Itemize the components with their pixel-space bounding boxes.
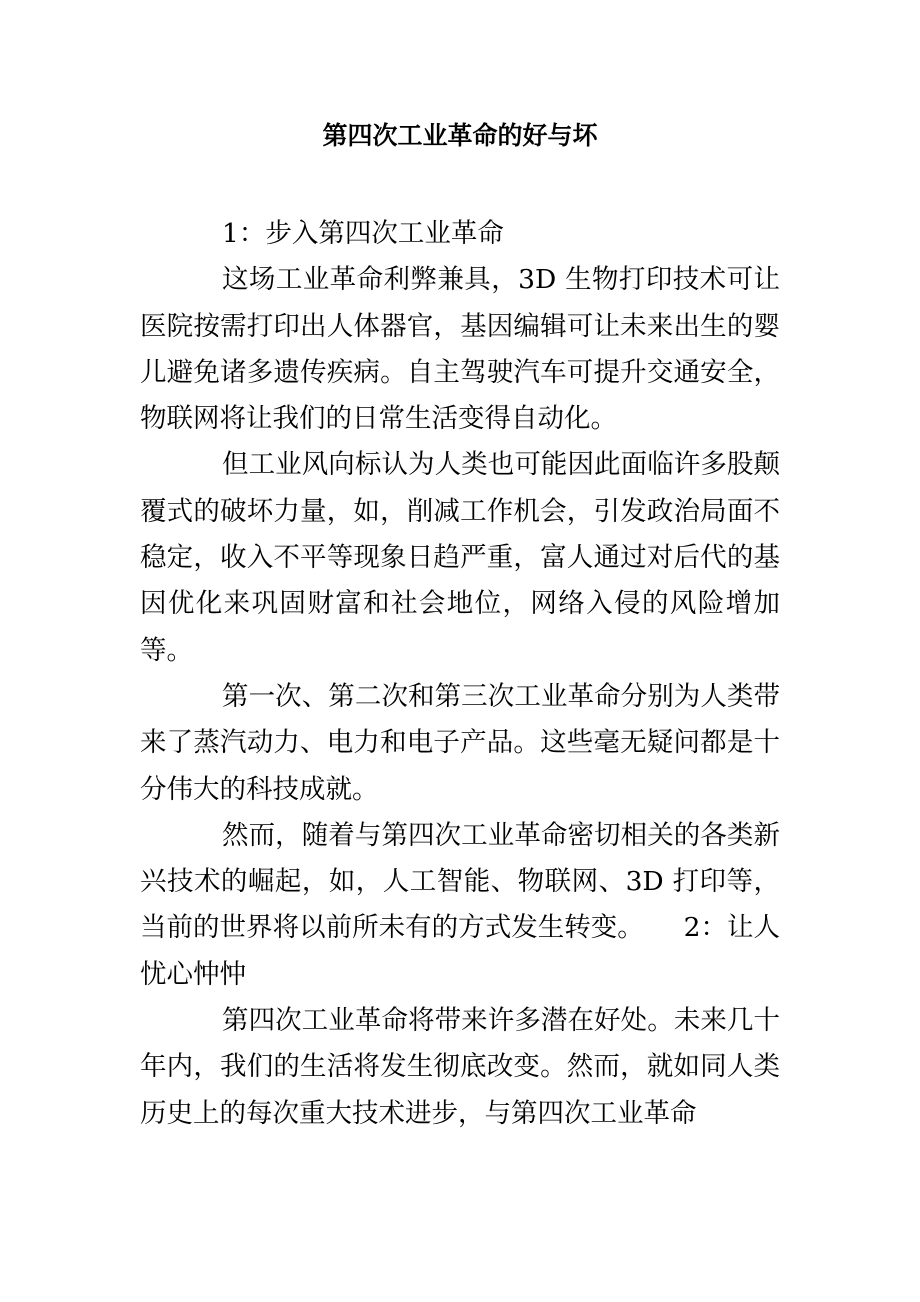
paragraph: 但工业风向标认为人类也可能因此面临许多股颠覆式的破坏力量，如，削减工作机会，引发政治局面不稳定，收入不平等现象日趋严重，富人通过对后代的基因优化来巩固财富和社会地位，网络入侵的风险增加等。 [140, 449, 780, 666]
document-title: 第四次工业革命的好与坏 [322, 121, 598, 150]
paragraph: 这场工业革命利弊兼具，3D 生物打印技术可让医院按需打印出人体器官，基因编辑可让未来出生的婴儿避免诸多遗传疾病。自主驾驶汽车可提升交通安全，物联网将让我们的日常生活变得自动化。 [140, 264, 780, 435]
paragraph: 然而，随着与第四次工业革命密切相关的各类新兴技术的崛起，如，人工智能、物联网、3D 打印等，当前的世界将以前所未有的方式发生转变。 2：让人忧心忡忡 [140, 819, 780, 990]
paragraph-section-heading-1: 1：步入第四次工业革命 [222, 218, 504, 249]
document-body [140, 211, 780, 1137]
paragraph: 第四次工业革命将带来许多潜在好处。未来几十年内，我们的生活将发生彻底改变。然而，就如同人类历史上的每次重大技术进步，与第四次工业革命 [140, 1005, 780, 1129]
paragraph: 第一次、第二次和第三次工业革命分别为人类带来了蒸汽动力、电力和电子产品。这些毫无疑问都是十分伟大的科技成就。 [140, 680, 780, 805]
